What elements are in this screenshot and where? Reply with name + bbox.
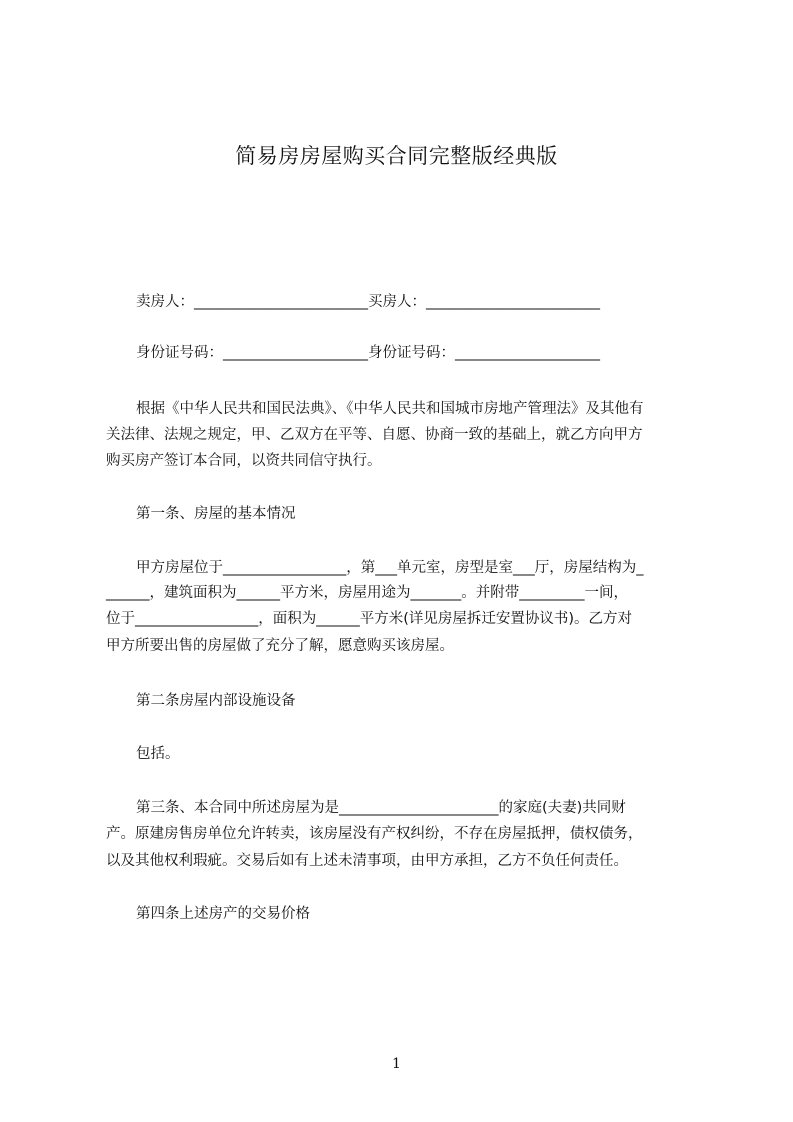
preamble-line-2: 关法律、法规之规定，甲、乙双方在平等、自愿、协商一致的基础上，就乙方向甲方 [106, 427, 643, 443]
article-1-line-2: ______，建筑面积为______平方米，房屋用途为_______。并附带_________一间， [106, 585, 628, 601]
parties-line: 卖房人：________________________买房人：________________________ [136, 294, 600, 310]
article-1-line-1: 甲方房屋位于_________________，第___单元室，房型是室___厅，房屋结构为_ [136, 560, 644, 576]
article-1-heading: 第一条、房屋的基本情况 [136, 506, 296, 522]
preamble-line-1: 根据《中华人民共和国民法典》、《中华人民共和国城市房地产管理法》及其他有 [136, 401, 644, 417]
article-1-line-4: 甲方所要出售的房屋做了充分了解，愿意购买该房屋。 [106, 638, 454, 654]
article-2-heading: 第二条房屋内部设施设备 [136, 693, 296, 709]
article-3-line-1: 第三条、本合同中所述房屋为是______________________的家庭(夫妻)共同财 [136, 800, 626, 816]
article-4-heading: 第四条上述房产的交易价格 [136, 906, 310, 922]
article-3-line-2: 产。原建房售房单位允许转卖，该房屋没有产权纠纷，不存在房屋抵押，债权债务， [106, 826, 643, 842]
article-2-body: 包括。 [136, 746, 180, 762]
document-title: 简易房房屋购买合同完整版经典版 [235, 144, 558, 168]
article-3-line-3: 以及其他权利瑕疵。交易后如有上述未清事项，由甲方承担，乙方不负任何责任。 [106, 853, 628, 869]
page-number: 1 [392, 1056, 401, 1072]
article-1-line-3: 位于_________________，面积为______平方米(详见房屋拆迁安置协议书)。乙方对 [106, 611, 633, 627]
id-number-line: 身份证号码：____________________身份证号码：____________________ [136, 345, 600, 361]
preamble-line-3: 购买房产签订本合同，以资共同信守执行。 [106, 453, 382, 469]
